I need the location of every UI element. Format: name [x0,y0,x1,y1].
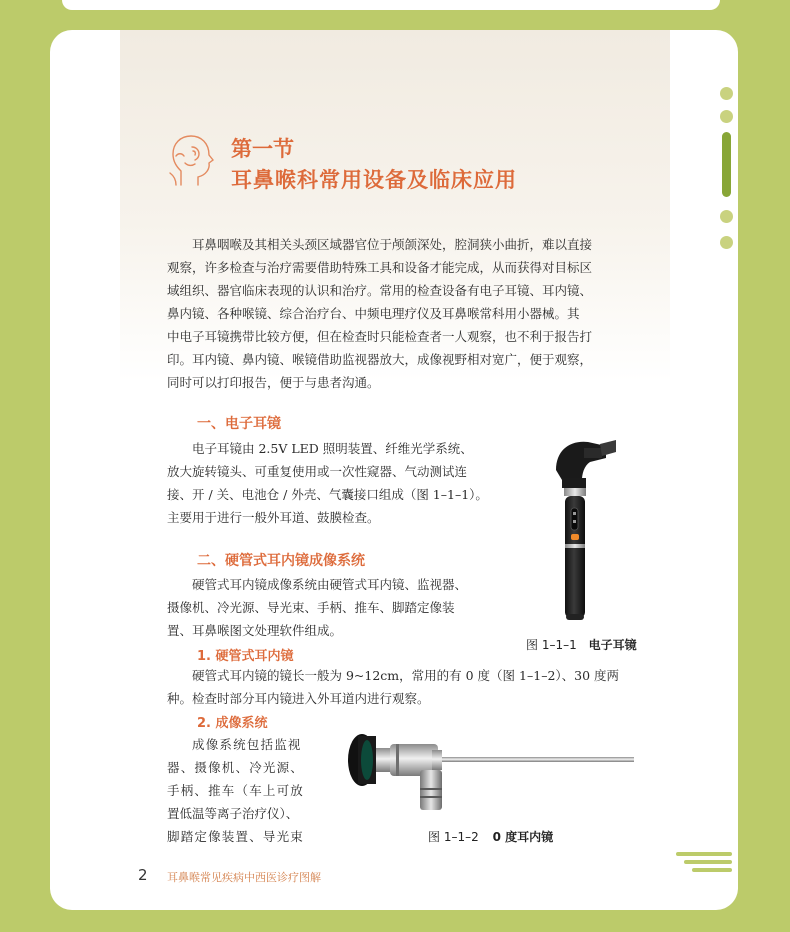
intro-line: 印。耳内镜、鼻内镜、喉镜借助监视器放大，成像视野相对宽广，便于观察， [167,352,593,367]
side-dot [720,110,733,123]
endoscope-system-paragraph [167,573,527,642]
rigid-otoscope-line: 硬管式耳内镜的镜长一般为 9~12cm，常用的有 0 度（图 1–1–2）、30 度两 [192,668,620,683]
otoscope-line: 主要用于进行一般外耳道、鼓膜检查。 [167,510,380,525]
footer-stripe [684,860,732,864]
imaging-system-paragraph [167,733,327,848]
intro-line: 中电子耳镜携带比较方便，但在检查时只能检查者一人观察，也不利于报告打 [167,329,593,344]
figure-2-number: 图 1–1–2 [428,830,479,844]
section-title: 耳鼻喉科常用设备及临床应用 [231,168,517,192]
rigid-otoscope-line: 种。检查时部分耳内镜进入外耳道内进行观察。 [167,691,430,706]
page-number: 2 [138,866,148,884]
intro-paragraph [167,233,645,394]
footer-stripe [692,868,732,872]
otoscope-image [540,436,620,624]
rigid-endoscope-image [340,726,640,816]
imaging-system-line: 器、摄像机、冷光源、 [167,760,305,775]
intro-line: 同时可以打印报告，便于与患者沟通。 [167,375,380,390]
side-dot [720,87,733,100]
heading-rigid-endoscope-system: 二、硬管式耳内镜成像系统 [197,553,365,569]
figure-2-caption [428,828,553,845]
endoscope-system-line: 置、耳鼻喉图文处理软件组成。 [167,623,343,638]
side-dot [720,236,733,249]
rigid-otoscope-paragraph [167,664,645,710]
imaging-system-line: 脚踏定像装置、导光束 [167,829,305,844]
intro-line: 耳鼻咽喉及其相关头颈区域器官位于颅颌深处，腔洞狭小曲折，难以直接 [192,237,593,252]
imaging-system-line: 手柄、推车（车上可放 [167,783,305,798]
otoscope-paragraph [167,437,527,529]
intro-line: 鼻内镜、各种喉镜、综合治疗台、中频电理疗仪及耳鼻喉常科用小器械。其 [167,306,580,321]
otoscope-line: 接、开 / 关、电池仓 / 外壳、气囊接口组成（图 1–1–1）。 [167,487,488,502]
figure-1-caption [526,636,637,653]
imaging-system-line: 置低温等离子治疗仪）、 [167,806,299,821]
intro-line: 域组织、器官临床表现的认识和治疗。常用的检查设备有电子耳镜、耳内镜、 [167,283,593,298]
imaging-system-line: 成像系统包括监视 [192,737,302,752]
side-dot [720,210,733,223]
figure-1-number: 图 1–1–1 [526,638,577,652]
endoscope-system-line: 硬管式耳内镜成像系统由硬管式耳内镜、监视器、 [192,577,468,592]
subheading-imaging-system: 2. 成像系统 [197,716,268,731]
section-number: 第一节 [231,137,294,161]
heading-electronic-otoscope: 一、电子耳镜 [197,416,281,432]
footer-stripe [676,852,732,856]
endoscope-system-line: 摄像机、冷光源、导光束、手柄、推车、脚踏定像装 [167,600,455,615]
side-bar [722,132,731,197]
head-profile-icon [168,133,218,189]
figure-2-title: 0 度耳内镜 [492,830,554,844]
otoscope-line: 放大旋转镜头、可重复使用或一次性窥器、气动测试连 [167,464,468,479]
figure-1-title: 电子耳镜 [588,638,637,652]
top-tab [62,0,720,10]
intro-line: 观察，许多检查与治疗需要借助特殊工具和设备才能完成，从而获得对目标区 [167,260,593,275]
otoscope-line: 电子耳镜由 2.5V LED 照明装置、纤维光学系统、 [192,441,473,456]
book-title: 耳鼻喉常见疾病中西医诊疗图解 [167,871,321,884]
subheading-rigid-otoscope: 1. 硬管式耳内镜 [197,649,294,664]
